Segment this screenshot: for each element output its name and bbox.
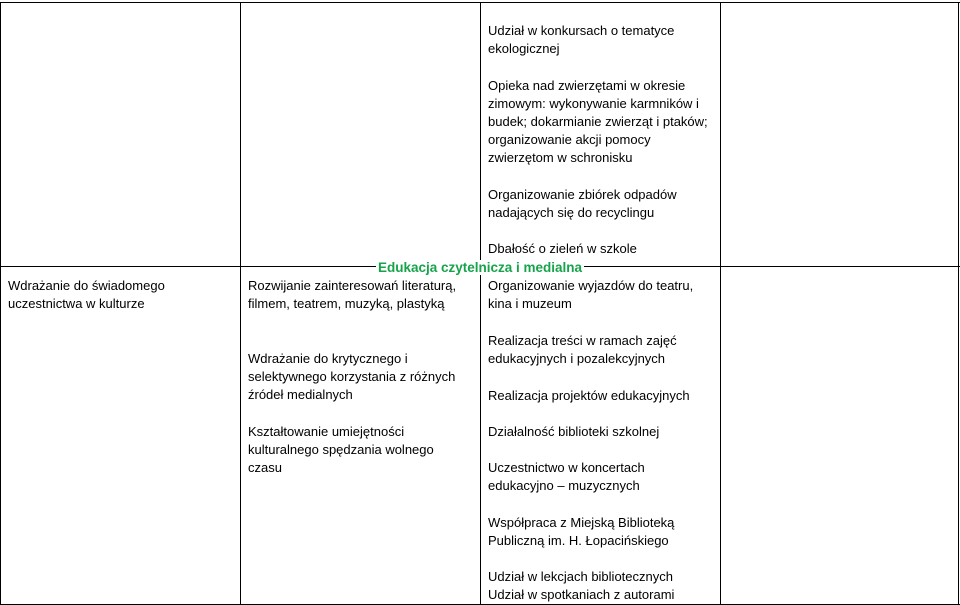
col-divider-3: [720, 2, 721, 605]
table-border-right: [958, 2, 959, 605]
task-item: Wdrażanie do krytycznego i selektywnego korzystania z różnych źródeł medialnych: [248, 351, 456, 402]
col-divider-1: [240, 2, 241, 605]
activity-item: Opieka nad zwierzętami w okresie zimowym: wykonywanie karmników i budek; dokarmianie zwierząt i ptaków; organizowanie akcji pomocy zwierzętom w schronisku: [488, 78, 708, 165]
section-heading: [0, 258, 960, 278]
activity-item: Uczestnictwo w koncertach edukacyjno – muzycznych: [488, 460, 645, 493]
activity-item: Organizowanie wyjazdów do teatru, kina i muzeum: [488, 278, 694, 311]
task-item: Rozwijanie zainteresowań literaturą, filmem, teatrem, muzyką, plastyką: [248, 278, 457, 311]
activity-item: Działalność biblioteki szkolnej: [488, 424, 660, 439]
activity-item: Organizowanie zbiórek odpadów nadających się do recyclingu: [488, 187, 677, 220]
goal-cell: Wdrażanie do świadomego uczestnictwa w kulturze: [8, 278, 165, 311]
activity-item: Realizacja projektów edukacyjnych: [488, 388, 690, 403]
activity-item: Dbałość o zieleń w szkole: [488, 241, 637, 256]
task-item: Kształtowanie umiejętności kulturalnego spędzania wolnego czasu: [248, 424, 434, 475]
activity-item: Udział w konkursach o tematyce ekologicznej: [488, 23, 675, 56]
activity-item: Udział w lekcjach bibliotecznych: [488, 569, 673, 584]
activity-item: Udział w spotkaniach z autorami: [488, 587, 675, 602]
section-heading-text: Edukacja czytelnicza i medialna: [377, 260, 583, 275]
col-divider-2: [480, 2, 481, 605]
activity-item: Współpraca z Miejską Biblioteką Publiczną im. H. Łopacińskiego: [488, 515, 675, 548]
table-border-left: [0, 2, 1, 605]
activity-item: Realizacja treści w ramach zajęć edukacyjnych i pozalekcyjnych: [488, 333, 677, 366]
